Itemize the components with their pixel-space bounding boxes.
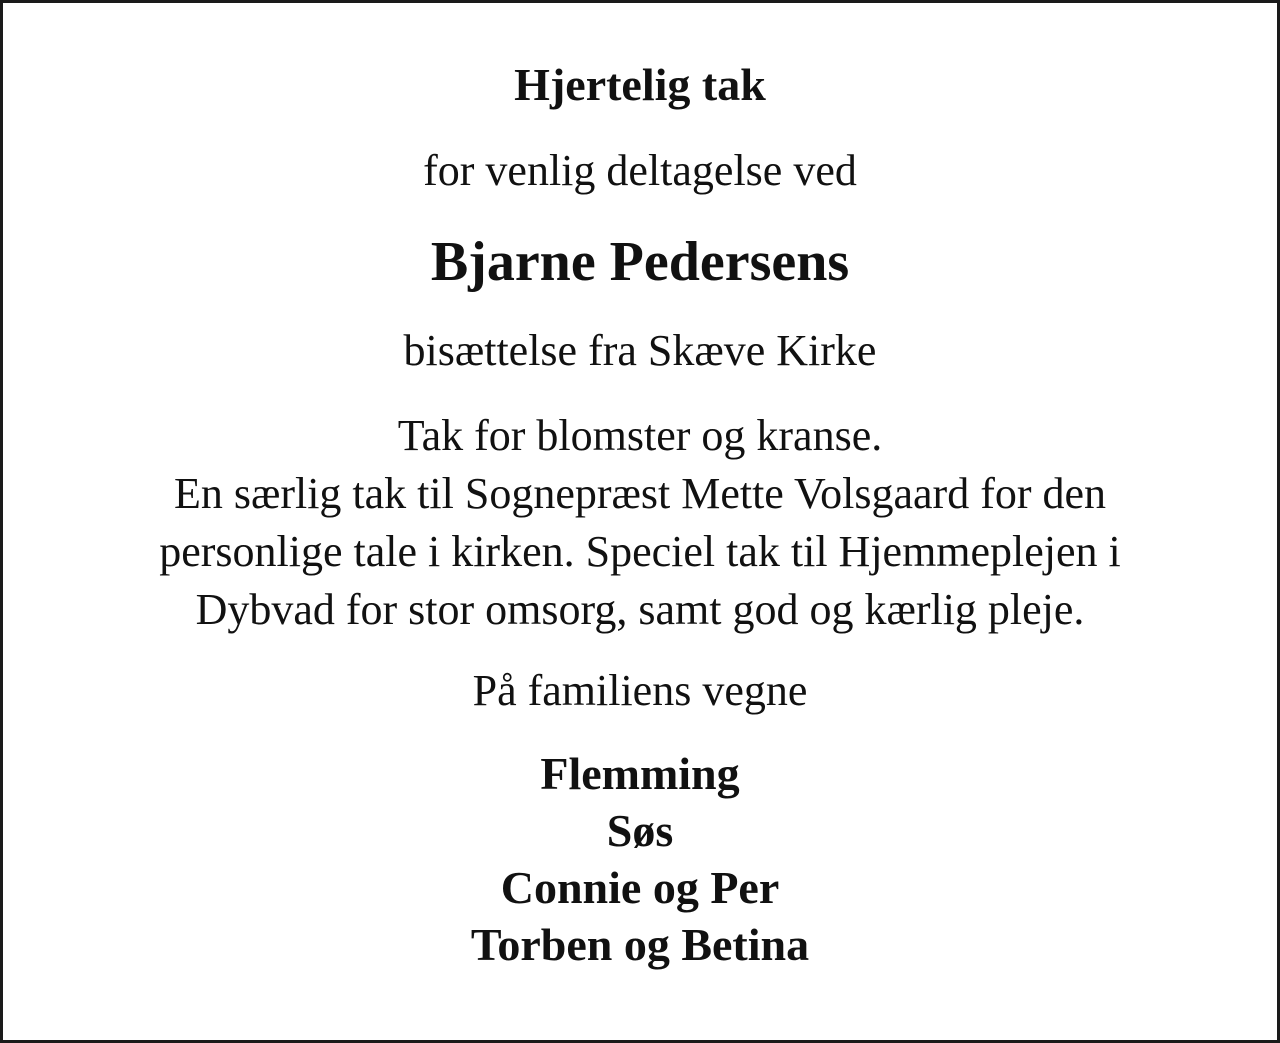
signers-list — [3, 745, 1277, 973]
signer-name: Søs — [606, 805, 674, 856]
thanks-line: En særlig tak til Sognepræst Mette Volsgaard for den — [173, 469, 1107, 518]
thanks-line: Dybvad for stor omsorg, samt god og kærlig pleje. — [195, 585, 1085, 634]
ceremony-line: bisættelse fra Skæve Kirke — [403, 326, 877, 375]
thanks-line: personlige tale i kirken. Speciel tak til Hjemmeplejen i — [159, 527, 1121, 576]
notice-heading: Hjertelig tak — [514, 59, 766, 110]
signer-name: Connie og Per — [500, 862, 780, 913]
closing-line: På familiens vegne — [472, 666, 808, 715]
thanks-paragraph — [3, 407, 1277, 639]
thanks-line: Tak for blomster og kranse. — [397, 411, 883, 460]
deceased-name: Bjarne Pedersens — [430, 231, 850, 293]
signer-name: Flemming — [540, 748, 740, 799]
signer-name: Torben og Betina — [470, 919, 810, 970]
notice-intro: for venlig deltagelse ved — [423, 146, 857, 195]
